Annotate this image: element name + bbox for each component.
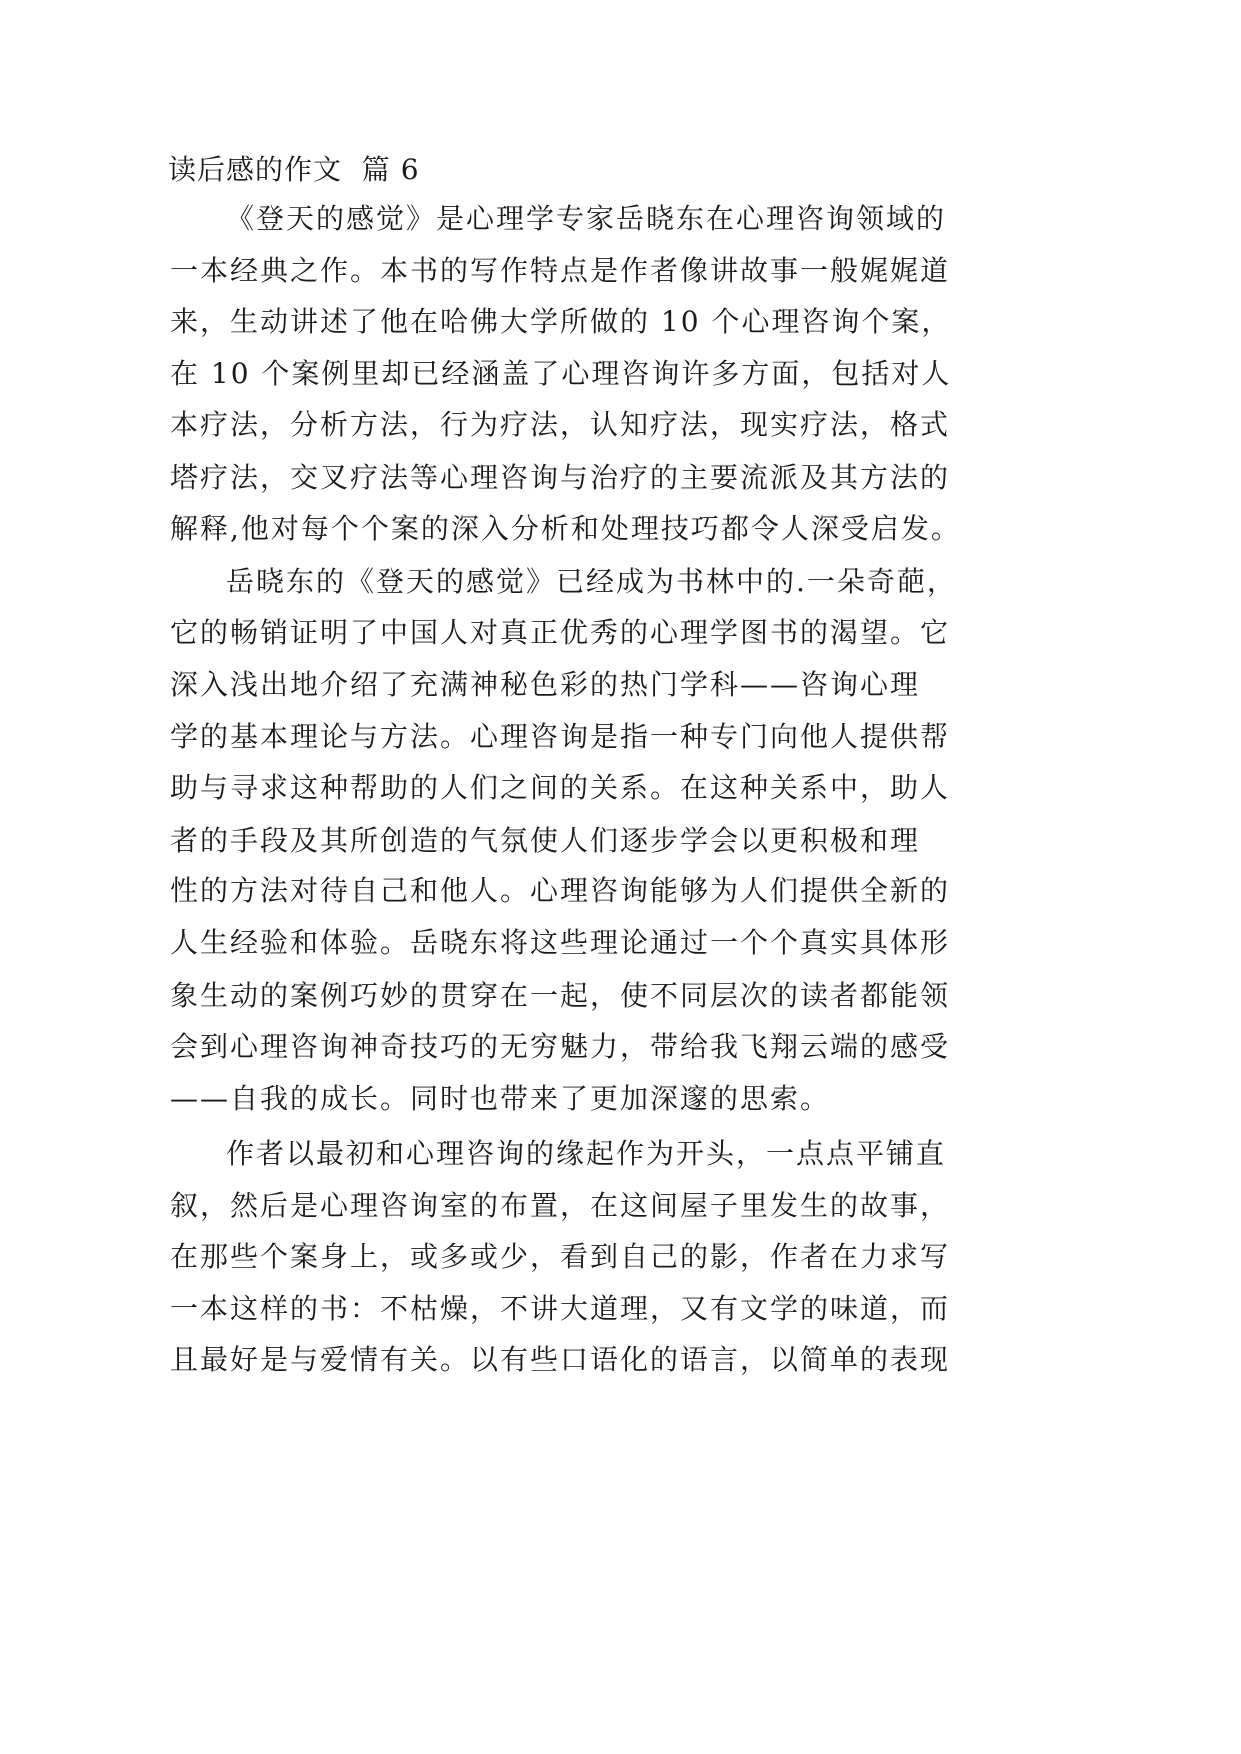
paragraph-line: 来，生动讲述了他在哈佛大学所做的 10 个心理咨询个案， bbox=[170, 305, 952, 338]
paragraph-line: 本疗法，分析方法，行为疗法，认知疗法，现实疗法，格式 bbox=[170, 408, 951, 441]
paragraph-line: 岳晓东的《登天的感觉》已经成为书林中的.一朵奇葩， bbox=[226, 565, 957, 598]
paragraph-line: 叙，然后是心理咨询室的布置，在这间屋子里发生的故事， bbox=[170, 1189, 951, 1222]
paragraph-line: 象生动的案例巧妙的贯穿在一起，使不同层次的读者都能领 bbox=[170, 979, 951, 1012]
paragraph-line: 在 10 个案例里却已经涵盖了心理咨询许多方面，包括对人 bbox=[170, 357, 952, 390]
section-heading: 读后感的作文 篇 6 bbox=[168, 153, 420, 186]
paragraph-line: 一本这样的书：不枯燥，不讲大道理，又有文学的味道，而 bbox=[170, 1292, 951, 1325]
paragraph-line: 《登天的感觉》是心理学专家岳晓东在心理咨询领域的 bbox=[226, 202, 947, 235]
paragraph-line: 塔疗法，交叉疗法等心理咨询与治疗的主要流派及其方法的 bbox=[170, 461, 951, 494]
paragraph-line: 解释,他对每个个案的深入分析和处理技巧都令人深受启发。 bbox=[170, 512, 961, 545]
paragraph-line: 一本经典之作。本书的写作特点是作者像讲故事一般娓娓道 bbox=[170, 254, 951, 287]
paragraph-line: 且最好是与爱情有关。以有些口语化的语言，以简单的表现 bbox=[170, 1343, 951, 1376]
paragraph-line: 作者以最初和心理咨询的缘起作为开头，一点点平铺直 bbox=[226, 1137, 947, 1170]
paragraph-line: 助与寻求这种帮助的人们之间的关系。在这种关系中，助人 bbox=[170, 771, 951, 804]
paragraph-line: 人生经验和体验。岳晓东将这些理论通过一个个真实具体形 bbox=[170, 926, 951, 959]
paragraph-line: 性的方法对待自己和他人。心理咨询能够为人们提供全新的 bbox=[170, 874, 951, 907]
paragraph-line: 它的畅销证明了中国人对真正优秀的心理学图书的渴望。它 bbox=[170, 616, 951, 649]
paragraph-line: 深入浅出地介绍了充满神秘色彩的热门学科——咨询心理 bbox=[170, 668, 921, 701]
paragraph-line: 在那些个案身上，或多或少，看到自己的影，作者在力求写 bbox=[170, 1240, 951, 1273]
paragraph-line: 学的基本理论与方法。心理咨询是指一种专门向他人提供帮 bbox=[170, 720, 951, 753]
paragraph-line: 者的手段及其所创造的气氛使人们逐步学会以更积极和理 bbox=[170, 824, 921, 857]
paragraph-line: 会到心理咨询神奇技巧的无穷魅力，带给我飞翔云端的感受 bbox=[170, 1030, 951, 1063]
paragraph-line: ——自我的成长。同时也带来了更加深邃的思索。 bbox=[170, 1082, 831, 1115]
